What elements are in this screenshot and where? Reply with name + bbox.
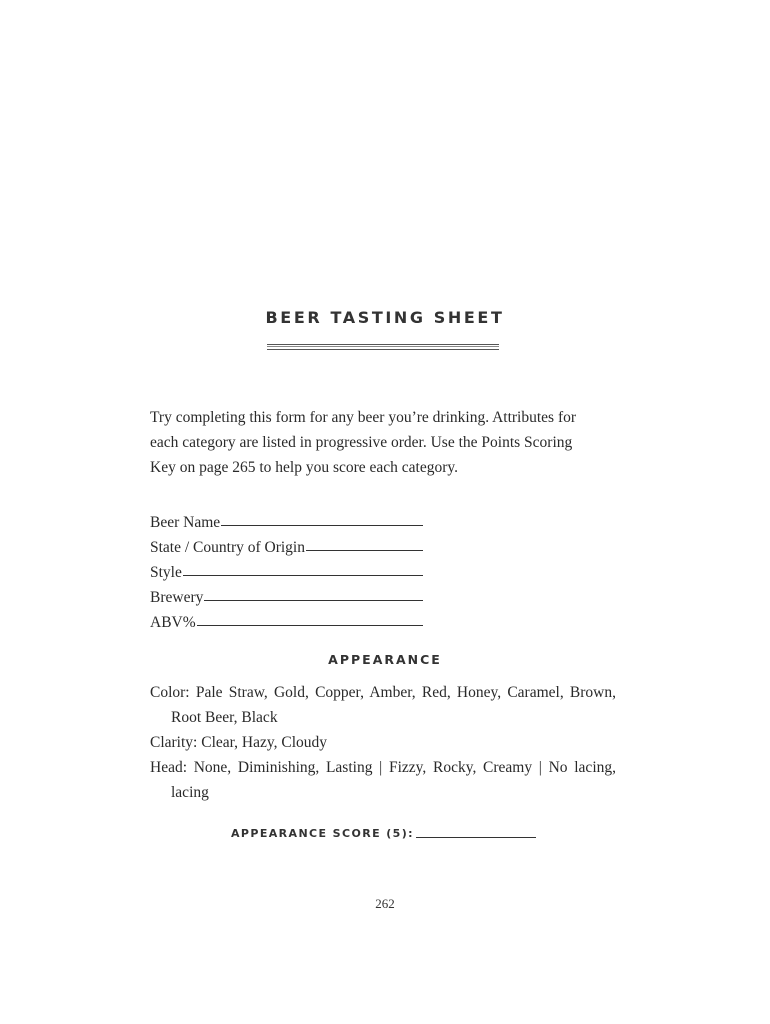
- beer-info-fields: [150, 507, 425, 632]
- page-number: 262: [375, 896, 395, 911]
- score-label: APPEARANCE SCORE (5):: [231, 827, 414, 840]
- style-field[interactable]: [150, 557, 423, 582]
- score-fill-in-line[interactable]: [416, 836, 536, 838]
- field-label: Beer Name: [150, 514, 221, 531]
- color-attribute: Color: Pale Straw, Gold, Copper, Amber, Red, Honey, Caramel, Brown, Root Beer, Black: [150, 684, 616, 726]
- fill-in-line[interactable]: [306, 549, 423, 551]
- intro-paragraph: [150, 405, 620, 480]
- brewery-field[interactable]: [150, 582, 423, 607]
- clarity-attribute: Clarity: Clear, Hazy, Cloudy: [150, 734, 328, 751]
- fill-in-line[interactable]: [204, 599, 423, 601]
- intro-line: Key on page 265 to help you score each category.: [150, 459, 459, 476]
- field-label: State / Country of Origin: [150, 539, 305, 556]
- title-double-rule: [267, 344, 499, 350]
- appearance-attributes: [150, 680, 616, 805]
- head-attribute: Head: None, Diminishing, Lasting | Fizzy, Rocky, Creamy | No lacing, lacing: [150, 759, 616, 801]
- field-label: ABV%: [150, 614, 196, 631]
- page-title: BEER TASTING SHEET: [265, 308, 505, 327]
- abv-field[interactable]: [150, 607, 423, 632]
- fill-in-line[interactable]: [183, 574, 423, 576]
- field-label: Style: [150, 564, 182, 581]
- beer-name-field[interactable]: [150, 507, 423, 532]
- intro-line: Try completing this form for any beer you’re drinking. Attributes for: [150, 409, 577, 426]
- appearance-heading: APPEARANCE: [328, 652, 442, 667]
- appearance-score-field[interactable]: [231, 827, 536, 840]
- intro-line: each category are listed in progressive order. Use the Points Scoring: [150, 434, 573, 451]
- fill-in-line[interactable]: [197, 624, 423, 626]
- origin-field[interactable]: [150, 532, 423, 557]
- fill-in-line[interactable]: [221, 524, 423, 526]
- field-label: Brewery: [150, 589, 204, 606]
